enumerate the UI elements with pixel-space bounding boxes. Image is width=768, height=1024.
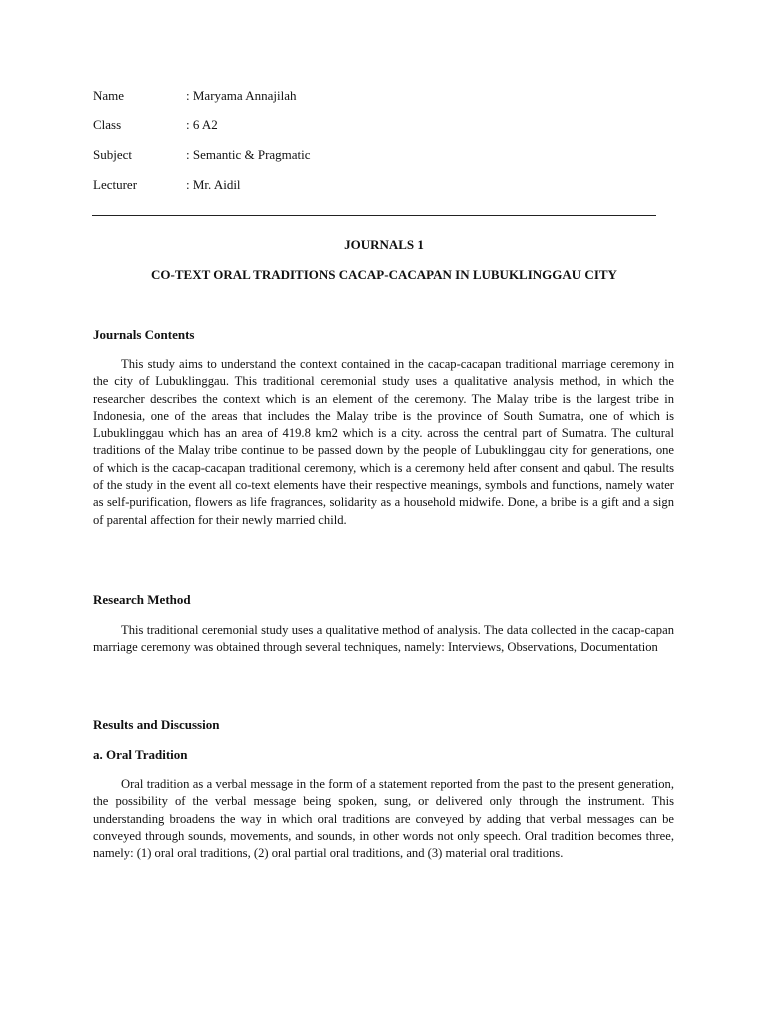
info-label-class: Class <box>93 117 122 132</box>
section-body-contents: This study aims to understand the context contained in the cacap-cacapan traditional marriage ceremony in the city of Lubuklinggau. This traditional ceremonial study uses a qualitative analysis method, in which the researcher describes the context which is an element of the ceremony. The Malay tribe is the largest tribe in Indonesia, one of the areas that includes the Malay tribe is the province of South Sumatra, one of which is Lubuklinggau which has an area of 419.8 km2 which is a city. across the central part of Sumatra. The cultural traditions of the Malay tribe continue to be passed down by the people of Lubuklinggau city for generations, one of which is the cacap-cacapan traditional ceremony, which is a ceremony held after consent and qabul. The results of the study in the event all co-text elements have their respective meanings, symbols and functions, namely water as self-purification, flowers as life fragrances, solidarity as a household midwife. Done, a bribe is a gift and a sign of parental affection for their newly married child. <box>93 357 674 527</box>
journal-subtitle: CO-TEXT ORAL TRADITIONS CACAP-CACAPAN IN LUBUKLINGGAU CITY <box>151 267 617 282</box>
info-value-lecturer: : Mr. Aidil <box>186 177 241 192</box>
info-value-name: : Maryama Annajilah <box>186 88 297 103</box>
info-value-subject: : Semantic & Pragmatic <box>186 147 311 162</box>
section-heading-results: Results and Discussion <box>93 717 220 732</box>
info-value-class: : 6 A2 <box>186 117 218 132</box>
journal-title: JOURNALS 1 <box>344 237 424 252</box>
section-body-method: This traditional ceremonial study uses a qualitative method of analysis. The data collected in the cacap-capan marriage ceremony was obtained through several techniques, namely: Interviews, Observations, Documentation <box>93 623 674 655</box>
section-heading-contents: Journals Contents <box>93 327 195 342</box>
info-label-name: Name <box>93 88 125 103</box>
info-row-lecturer <box>93 176 241 194</box>
section-body-results: Oral tradition as a verbal message in the form of a statement reported from the past to the present generation, the possibility of the verbal message being spoken, sung, or delivered only through the instrument. This understanding broadens the way in which oral traditions are conveyed by adding that verbal messages can be conveyed through sounds, movements, and sounds, in other words not only speech. Oral tradition becomes three, namely: (1) oral oral traditions, (2) oral partial oral traditions, and (3) material oral traditions. <box>93 777 674 861</box>
info-row-class <box>93 116 218 134</box>
info-row-name <box>93 87 296 105</box>
info-label-lecturer: Lecturer <box>93 177 138 192</box>
subsection-heading-oral-tradition: a. Oral Tradition <box>93 747 188 762</box>
header-divider <box>92 215 656 216</box>
info-label-subject: Subject <box>93 147 132 162</box>
section-heading-method: Research Method <box>93 592 191 607</box>
info-row-subject <box>93 146 311 164</box>
